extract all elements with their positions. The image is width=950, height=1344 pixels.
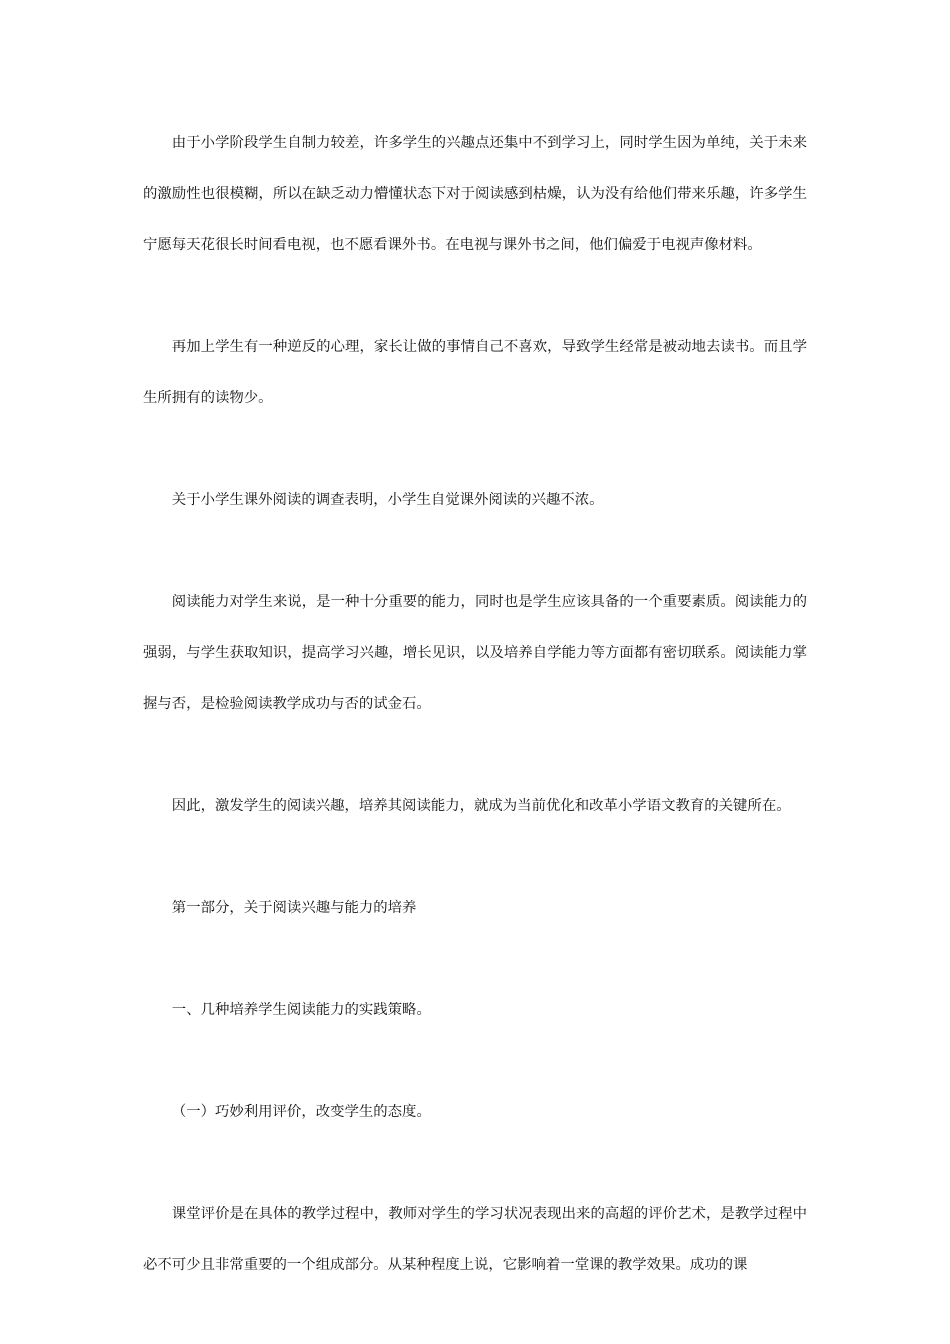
section-heading-part-one: 第一部分，关于阅读兴趣与能力的培养	[171, 900, 417, 916]
paragraph-survey-result: 关于小学生课外阅读的调查表明，小学生自觉课外阅读的兴趣不浓。	[171, 492, 604, 508]
subsection-heading-evaluation: （一）巧妙利用评价，改变学生的态度。	[171, 1104, 431, 1120]
section-heading-strategies: 一、几种培养学生阅读能力的实践策略。	[171, 1002, 431, 1018]
paragraph-reading-interest-problem: 由于小学阶段学生自制力较差，许多学生的兴趣点还集中不到学习上，同时学生因为单纯，关于未来的激励性也很模糊，所以在缺乏动力懵懂状态下对于阅读感到枯燥，认为没有给他们带来乐趣，许多学生宁愿每天花很长时间看电视，也不愿看课外书。在电视与课外书之间，他们偏爱于电视声像材料。	[143, 135, 807, 253]
paragraph-rebellious-psychology: 再加上学生有一种逆反的心理，家长让做的事情自己不喜欢，导致学生经常是被动地去读书。而且学生所拥有的读物少。	[143, 339, 807, 406]
document-body	[143, 118, 807, 1291]
paragraph-classroom-evaluation: 课堂评价是在具体的教学过程中，教师对学生的学习状况表现出来的高超的评价艺术，是教学过程中必不可少且非常重要的一个组成部分。从某种程度上说，它影响着一堂课的教学效果。成功的课	[143, 1206, 807, 1273]
paragraph-reading-ability-importance: 阅读能力对学生来说，是一种十分重要的能力，同时也是学生应该具备的一个重要素质。阅读能力的强弱，与学生获取知识，提高学习兴趣，增长见识，以及培养自学能力等方面都有密切联系。阅读能力掌握与否，是检验阅读教学成功与否的试金石。	[143, 594, 807, 712]
paragraph-key-conclusion: 因此，激发学生的阅读兴趣，培养其阅读能力，就成为当前优化和改革小学语文教育的关键所在。	[171, 798, 791, 814]
